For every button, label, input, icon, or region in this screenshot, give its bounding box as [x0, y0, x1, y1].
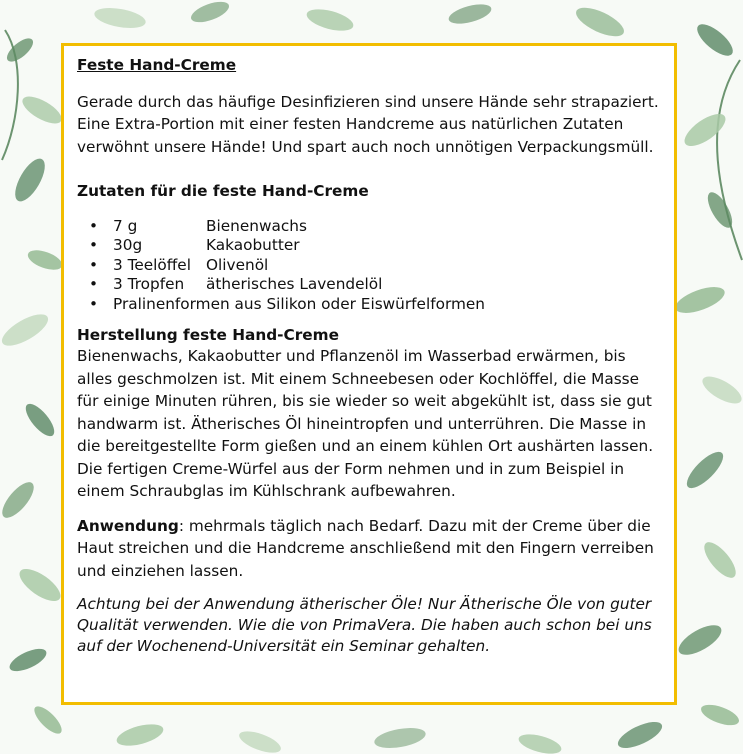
ingredient-name: Bienenwachs: [206, 216, 307, 235]
ingredient-amount: 30g: [113, 236, 143, 255]
preparation-paragraph: Bienenwachs, Kakaobutter und Pflanzenöl im Wasserbad erwärmen, bis alles geschmolzen ist. Mit einem Schneebesen oder Kochlöffel, die Masse für einige Minuten rühren, bis sie wieder so weit abgekühlt ist, dass sie gut handwarm ist. Ätherisches Öl hineintropfen und unterrühren. Die Masse in die bereitgestellte Form gießen und an einem kühlen Ort aushärten lassen. Die fertigen Creme-Würfel aus der Form nehmen und in zum Beispiel in einem Schraubglas im Kühlschrank aufbewahren.: [77, 347, 654, 501]
ingredient-amount: 3 Teelöffel: [113, 255, 191, 274]
recipe-title: Feste Hand-Creme: [77, 56, 237, 74]
usage-label: Anwendung: [77, 516, 179, 535]
usage-text: : mehrmals täglich nach Bedarf. Dazu mit der Creme über die Haut streichen und die Handcreme anschließend mit den Fingern verreiben und einziehen lassen.: [77, 516, 654, 580]
intro-paragraph: Gerade durch das häufige Desinfizieren sind unsere Hände sehr strapaziert. Eine Extra-Portion mit einer festen Handcreme aus natürlichen Zutaten verwöhnt unsere Hände! Und spart auch noch unnötigen Verpackungsmüll.: [77, 92, 659, 156]
ingredient-name: Kakaobutter: [206, 236, 300, 255]
ingredient-item: [77, 275, 662, 295]
ingredient-name: Olivenöl: [206, 255, 269, 274]
ingredients-heading: Zutaten für die feste Hand-Creme: [77, 182, 369, 200]
ingredient-item: [77, 256, 662, 276]
preparation-heading: Herstellung feste Hand-Creme: [77, 326, 339, 345]
usage-paragraph: [77, 515, 662, 583]
ingredient-amount: 7 g: [113, 216, 138, 235]
ingredient-amount: 3 Tropfen: [113, 275, 185, 294]
ingredient-item: [77, 295, 662, 315]
recipe-card: [61, 43, 677, 705]
ingredients-list: [77, 217, 662, 315]
ingredient-name: ätherisches Lavendelöl: [206, 275, 383, 294]
ingredient-name: Pralinenformen aus Silikon oder Eiswürfelformen: [113, 294, 485, 313]
ingredient-item: [77, 236, 662, 256]
warning-note: Achtung bei der Anwendung ätherischer Öle! Nur Ätherische Öle von guter Qualität verwenden. Wie die von PrimaVera. Die haben auch schon bei uns auf der Wochenend-Universität ein Seminar gehalten.: [77, 595, 652, 656]
ingredient-item: [77, 217, 662, 237]
